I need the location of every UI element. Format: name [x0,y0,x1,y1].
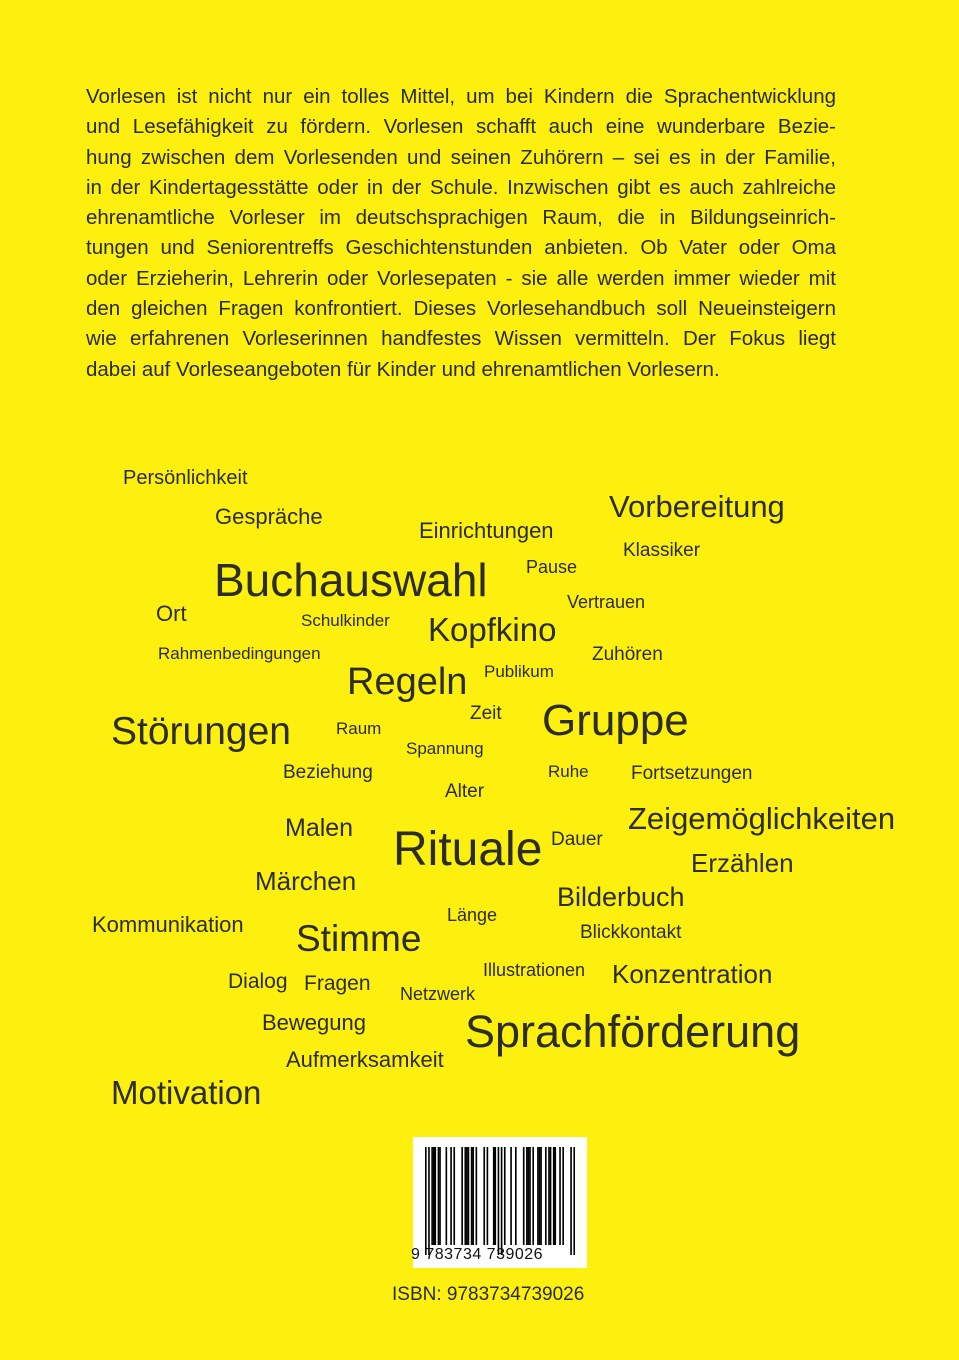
cloud-word: Pause [526,557,578,577]
barcode-bar [523,1147,525,1245]
cloud-word: Beziehung [283,762,373,783]
blurb-line: tungen und Seniorentreffs Geschichtenstunden anbieten. Ob Vater oder Oma [86,236,836,260]
isbn-label: ISBN: 9783734739026 [392,1284,585,1305]
cloud-word: Aufmerksamkeit [286,1047,444,1072]
barcode-bar [493,1147,495,1245]
barcode-bar [483,1147,485,1245]
barcode-bar [434,1147,436,1245]
cloud-word: Malen [285,814,354,842]
cloud-word: Störungen [111,710,291,753]
barcode-bar [532,1147,534,1245]
cloud-word: Alter [445,781,485,802]
blurb-line: in der Kindertagesstätte oder in der Schule. Inzwischen gibt es auch zahlreiche [86,175,836,199]
barcode-bar [431,1147,433,1245]
barcode-bar [453,1147,455,1245]
cloud-word: Illustrationen [483,960,586,980]
barcode-bar [540,1147,542,1245]
cloud-word: Märchen [255,866,357,896]
blurb-line: und Lesefähigkeit zu fördern. Vorlesen schafft auch eine wunderbare Bezie- [86,115,836,139]
cloud-word: Bewegung [262,1010,366,1035]
cloud-word: Zeigemöglichkeiten [628,801,896,836]
cloud-word: Einrichtungen [419,518,554,543]
barcode-bar [526,1147,528,1245]
cloud-word: Dauer [551,829,603,850]
barcode-bar [439,1147,441,1245]
cloud-word: Erzählen [691,848,794,878]
barcode-bar [487,1147,489,1245]
barcode-bar [433,1147,435,1245]
blurb-line: Vorlesen ist nicht nur ein tolles Mittel, um bei Kindern die Sprachentwicklung [86,85,836,108]
barcode-bar [528,1147,530,1245]
barcode-bar [428,1147,430,1255]
cloud-word: Buchauswahl [214,554,488,606]
cloud-word: Klassiker [623,540,701,561]
barcode-bar [471,1147,473,1245]
barcode-bar [553,1147,555,1245]
cloud-word: Kommunikation [92,912,244,937]
barcode-bar [438,1147,440,1245]
cloud-word: Fortsetzungen [631,763,753,784]
barcode-bar [545,1147,547,1245]
cloud-word: Länge [447,905,498,925]
barcode-bar [464,1147,466,1245]
barcode-bar [550,1147,552,1245]
barcode-bar [468,1147,470,1245]
barcode-bar [461,1147,463,1245]
blurb-line: wie erfahrenen Vorleserinnen handfestes Wissen vermitteln. Der Fokus liegt [86,327,836,351]
cloud-word: Vorbereitung [609,489,785,524]
barcode-bar [515,1147,517,1245]
cloud-word: Konzentration [612,959,773,989]
cloud-word: Ort [156,601,187,626]
barcode-bar [559,1147,561,1245]
cloud-word: Stimme [296,918,422,959]
cloud-word: Rituale [393,823,543,876]
cloud-word: Rahmenbedingungen [158,644,321,663]
cloud-word: Schulkinder [301,611,390,630]
cloud-word: Vertrauen [567,592,646,612]
barcode-bar [554,1147,556,1245]
barcode-bar [494,1147,496,1245]
barcode-bar [476,1147,478,1245]
barcode-bar [446,1147,448,1245]
barcode-bars [425,1147,575,1255]
cloud-word: Bilderbuch [557,882,685,912]
blurb-line: oder Erzieherin, Lehrerin oder Vorlesepaten - sie alle werden immer wieder mit [86,266,836,290]
cloud-word: Spannung [406,739,484,758]
cloud-word: Persönlichkeit [123,467,248,489]
cloud-word: Fragen [304,972,371,995]
barcode-bar [504,1147,506,1245]
blurb-line: hung zwischen dem Vorlesenden und seinen Zuhörern – sei es in der Familie, [86,145,836,169]
blurb-line: ehrenamtliche Vorleser im deutschsprachigen Raum, die in Bildungseinrich- [86,206,836,230]
barcode-bar [501,1147,503,1255]
cloud-word: Blickkontakt [580,922,682,943]
cloud-word: Gespräche [215,504,323,529]
cloud-word: Kopfkino [428,611,557,648]
cloud-word: Regeln [347,661,468,703]
barcode-bar [562,1147,564,1245]
cloud-word: Gruppe [542,696,689,745]
barcode-bar [466,1147,468,1245]
barcode-bar [573,1147,575,1255]
cloud-word: Ruhe [548,762,589,781]
barcode-bar [425,1147,427,1255]
barcode-bar [450,1147,452,1245]
barcode-bar [510,1147,512,1245]
blurb-line: dabei auf Vorleseangeboten für Kinder und ehrenamtlichen Vorlesern. [86,357,720,381]
barcode-bar [570,1147,572,1255]
barcode-bar [548,1147,550,1245]
cloud-word: Publikum [484,662,554,681]
barcode-bar [537,1147,539,1245]
barcode-bar [539,1147,541,1245]
cloud-word: Zeit [470,703,502,724]
cloud-word: Motivation [111,1074,262,1111]
barcode-bar [498,1147,500,1255]
cloud-word: Dialog [228,970,288,993]
blurb-line: den gleichen Fragen konfrontiert. Dieses Vorlesehandbuch soll Neueinsteigern [86,297,836,321]
cloud-word: Netzwerk [400,984,476,1004]
barcode-bar [529,1147,531,1245]
cloud-word: Sprachförderung [465,1006,801,1057]
cloud-word: Zuhören [592,644,663,665]
barcode-digits: 9 783734 739026 [411,1246,544,1263]
cloud-word: Raum [336,719,382,738]
barcode-bar [472,1147,474,1245]
